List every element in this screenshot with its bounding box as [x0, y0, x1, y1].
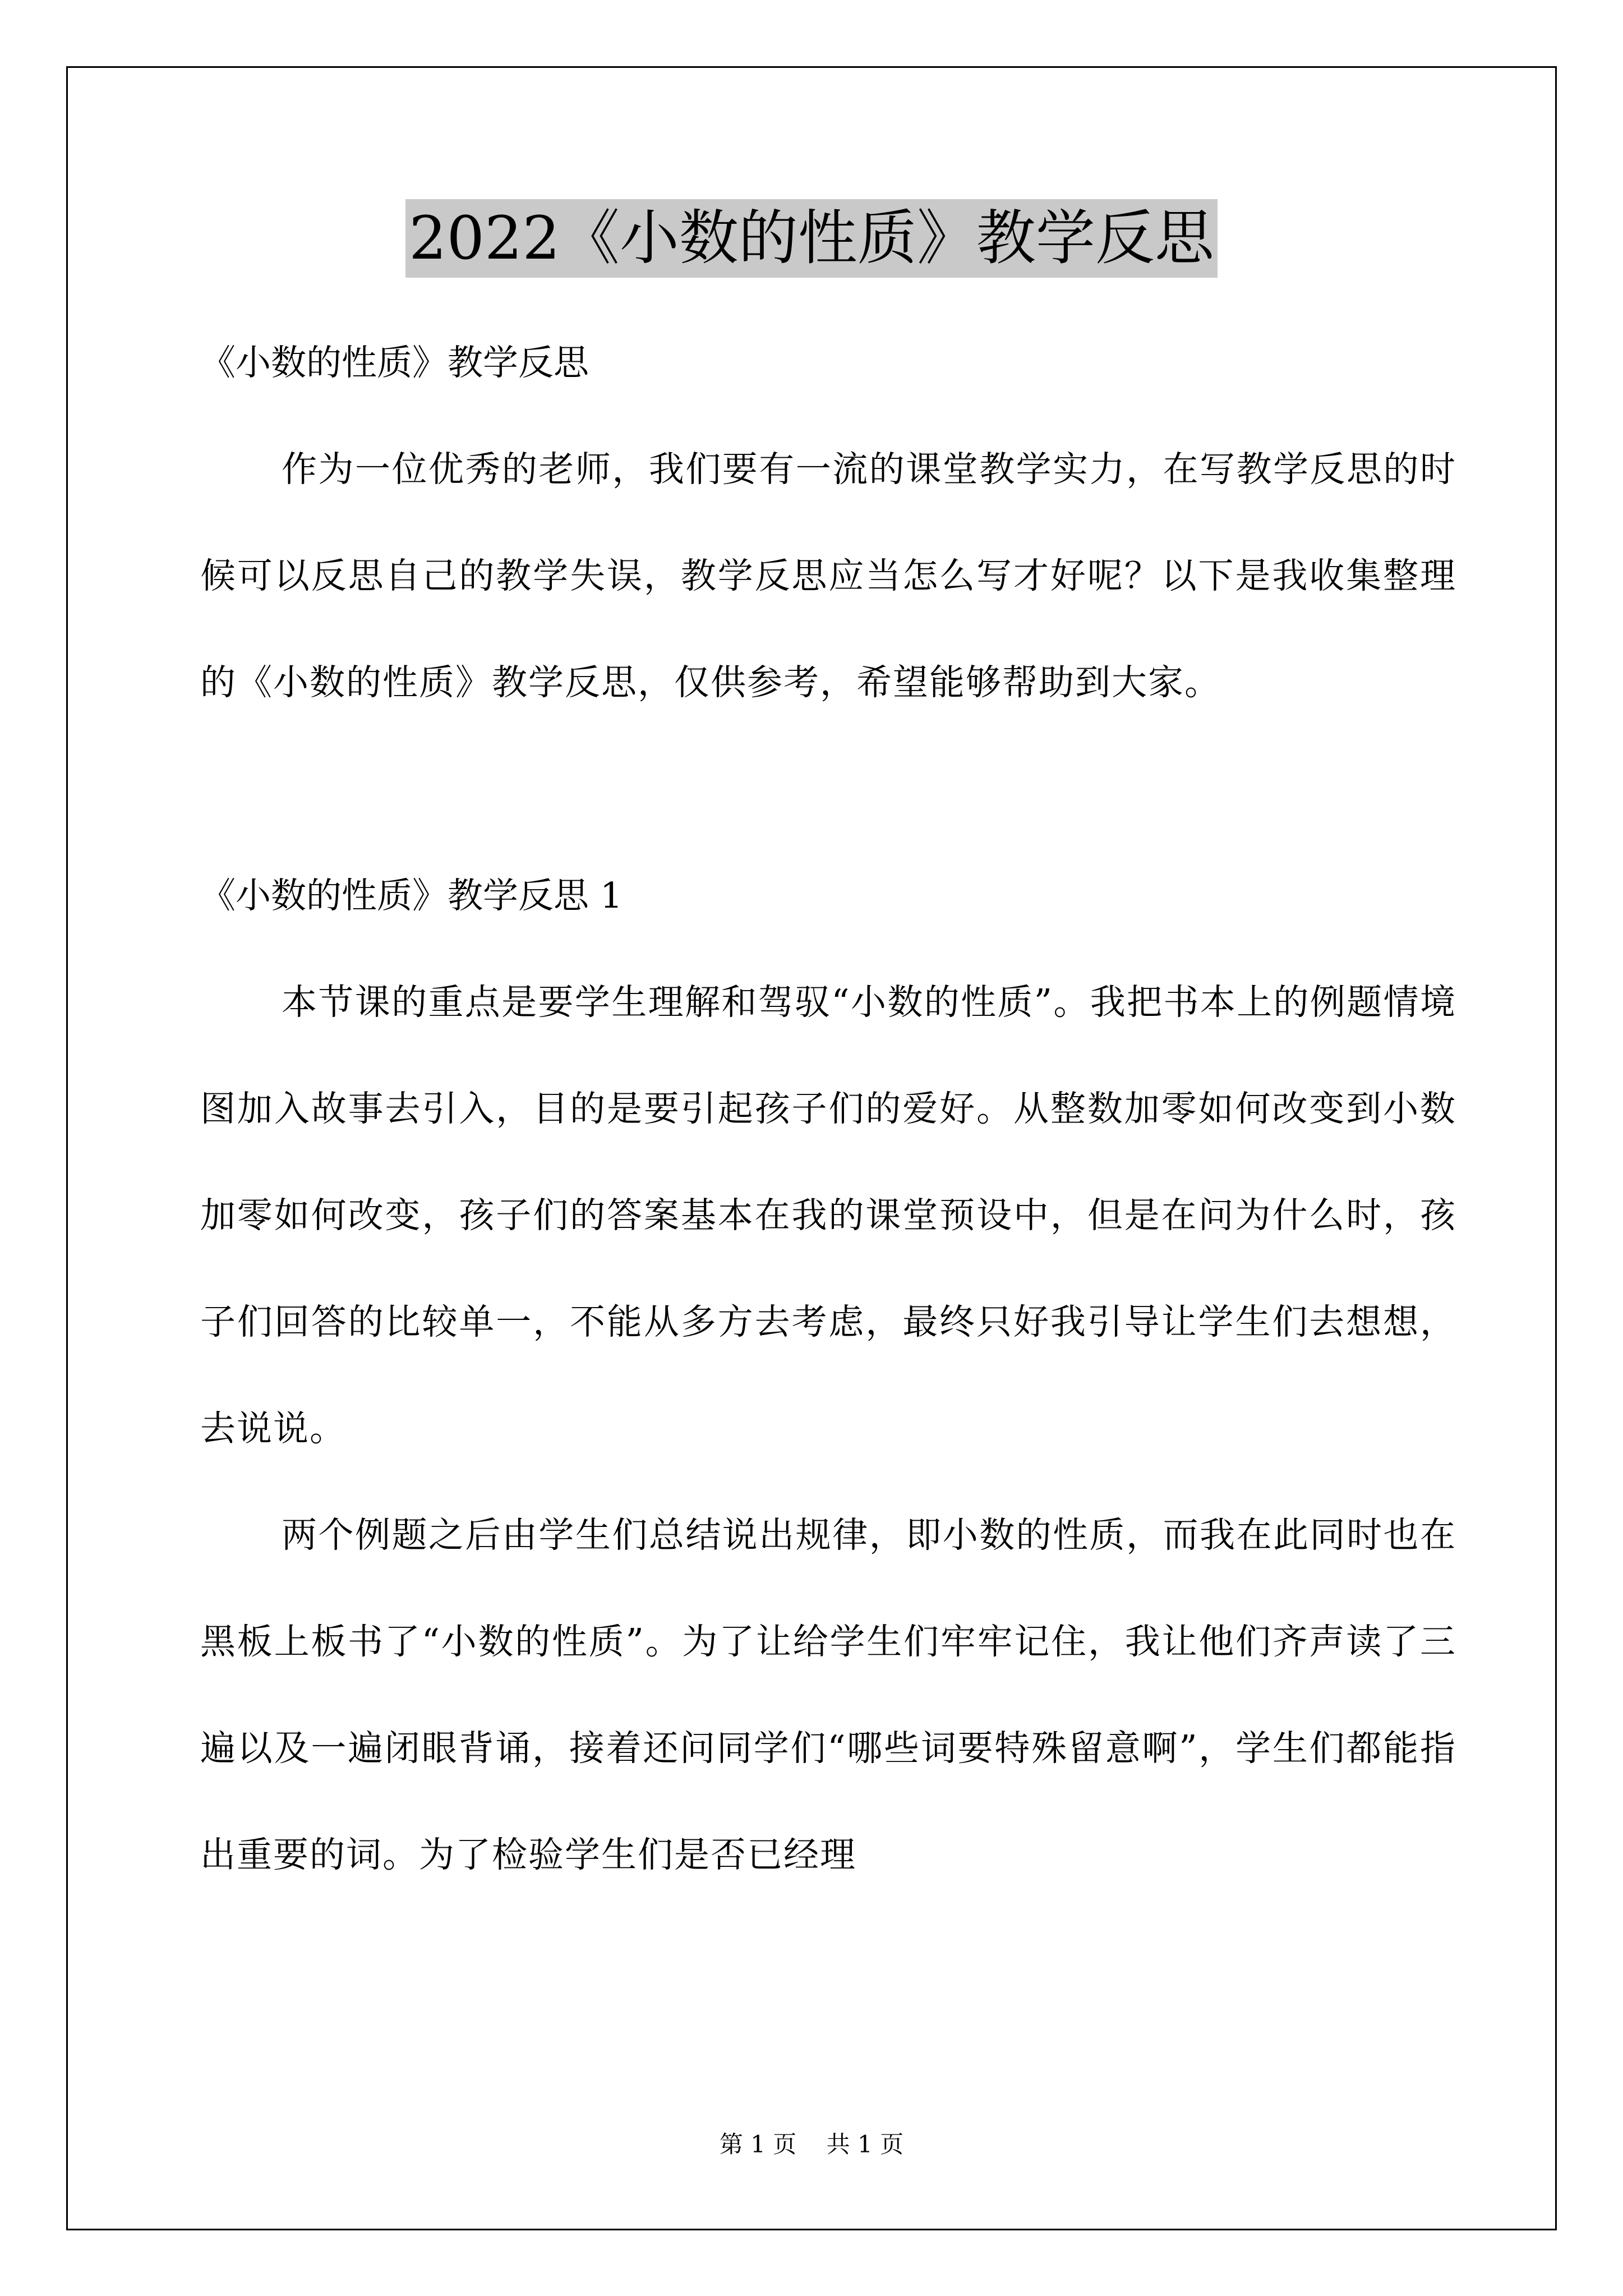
page-total: 共 1 页 [826, 2131, 904, 2158]
section-gap [200, 736, 1456, 843]
body-paragraph-1: 本节课的重点是要学生理解和驾驭“小数的性质”。我把书本上的例题情境图加入故事去引入，目的是要引起孩子们的爱好。从整数加零如何改变到小数加零如何改变，孩子们的答案基本在我的课堂预设中，但是在问为什么时，孩子们回答的比较单一，不能从多方去考虑，最终只好我引导让学生们去想想，去说说。 [200, 982, 1456, 1449]
title-wrapper [0, 199, 1623, 278]
section-heading-1: 《小数的性质》教学反思 1 [200, 875, 623, 916]
document-body [200, 310, 1456, 1908]
page-number: 第 1 页 [719, 2131, 797, 2158]
document-title: 2022《小数的性质》教学反思 [405, 199, 1218, 278]
page-footer [0, 2126, 1623, 2160]
section-heading: 《小数的性质》教学反思 [200, 342, 589, 383]
body-paragraph-2: 两个例题之后由学生们总结说出规律，即小数的性质，而我在此同时也在黑板上板书了“小数的性质”。为了让给学生们牢牢记住，我让他们齐声读了三遍以及一遍闭眼背诵，接着还问同学们“哪些词要特殊留意啊”，学生们都能指出重要的词。为了检验学生们是否已经理 [200, 1515, 1456, 1875]
intro-paragraph: 作为一位优秀的老师，我们要有一流的课堂教学实力，在写教学反思的时候可以反思自己的教学失误，教学反思应当怎么写才好呢？以下是我收集整理的《小数的性质》教学反思，仅供参考，希望能够帮助到大家。 [200, 449, 1456, 703]
